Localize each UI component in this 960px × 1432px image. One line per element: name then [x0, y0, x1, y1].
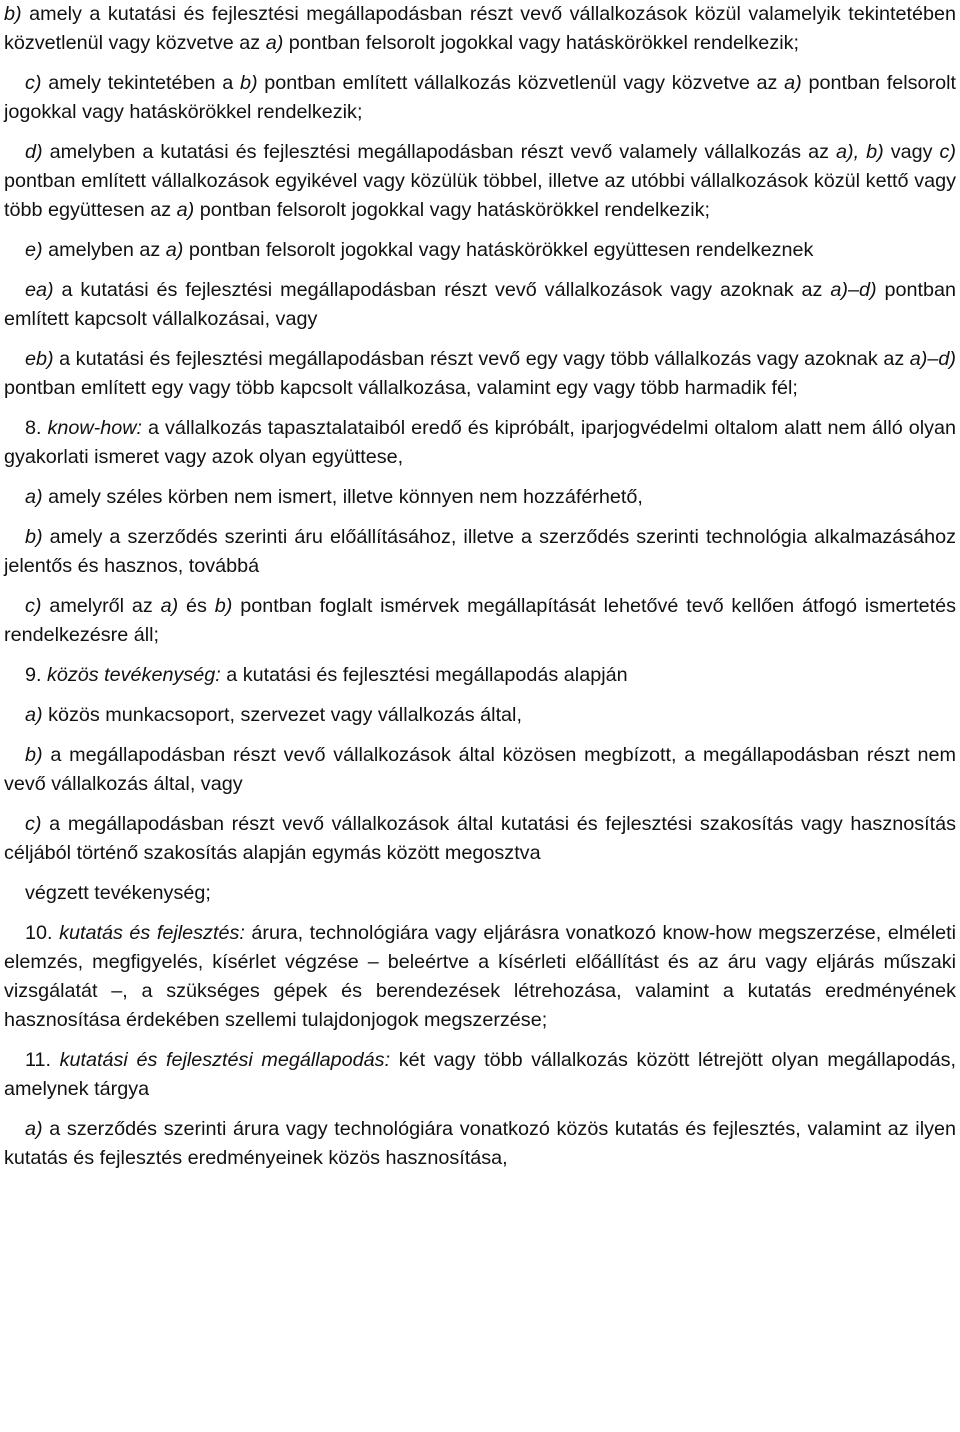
italic-text: c): [25, 72, 42, 94]
text-run: pontban említett vállalkozás közvetlenül vagy közvetve az: [257, 72, 785, 94]
text-run: a megállapodásban részt vevő vállalkozások által közösen megbízott, a megállapodásban részt nem vevő vállalkozás által, vagy: [4, 744, 956, 795]
paragraph: [4, 345, 956, 403]
italic-text: b): [4, 3, 22, 25]
text-run: pontban felsorolt jogokkal vagy hatáskörökkel rendelkezik;: [283, 32, 799, 54]
italic-text: c): [25, 595, 42, 617]
text-run: közös munkacsoport, szervezet vagy vállalkozás által,: [42, 704, 522, 726]
text-run: a kutatási és fejlesztési megállapodás alapján: [220, 664, 628, 686]
text-run: vagy: [883, 141, 940, 163]
paragraph: [4, 0, 956, 58]
text-run: pontban foglalt ismérvek megállapítását lehetővé tevő kellően átfogó ismertetés rendelkezésre áll;: [4, 595, 957, 646]
text-run: amely a kutatási és fejlesztési megállapodásban részt vevő vállalkozások közül valamelyik tekintetében közvetlenül vagy közvetve az: [4, 3, 956, 54]
paragraph: [4, 919, 956, 1035]
italic-text: ea): [25, 279, 54, 301]
text-run: amely a szerződés szerinti áru előállításához, illetve a szerződés szerinti technológia alkalmazásához jelentős és hasznos, továbbá: [4, 526, 956, 577]
text-run: a kutatási és fejlesztési megállapodásban részt vevő vállalkozások vagy azoknak az: [53, 279, 831, 301]
paragraph: [4, 69, 956, 127]
italic-text: a): [25, 1118, 43, 1140]
italic-text: kutatási és fejlesztési megállapodás:: [59, 1049, 391, 1071]
italic-text: know-how:: [47, 417, 143, 439]
paragraph: [4, 236, 956, 265]
text-run: amely tekintetében a: [41, 72, 240, 94]
paragraph: [4, 1046, 956, 1104]
italic-text: a): [25, 704, 43, 726]
italic-text: a): [176, 199, 195, 221]
text-run: pontban említett vállalkozások egyikével vagy közülük többel, illetve az utóbbi vállalkozások közül kettő vagy több együttesen az: [4, 170, 956, 221]
paragraph: [4, 523, 956, 581]
paragraph: [4, 483, 956, 512]
italic-text: a): [265, 32, 284, 54]
paragraph: [4, 661, 956, 690]
text-run: 11.: [25, 1049, 60, 1071]
italic-text: b): [25, 526, 43, 548]
text-run: pontban felsorolt jogokkal vagy hatáskörökkel rendelkezik;: [4, 72, 956, 123]
text-run: 8.: [25, 417, 48, 439]
text-run: 9.: [25, 664, 47, 686]
text-run: –: [847, 279, 859, 301]
italic-text: a): [909, 348, 928, 370]
text-run: amelyben a kutatási és fejlesztési megállapodásban részt vevő valamely vállalkozás az: [42, 141, 836, 163]
paragraph: [4, 1115, 956, 1173]
italic-text: eb): [25, 348, 54, 370]
text-run: a megállapodásban részt vevő vállalkozások által kutatási és fejlesztési szakosítás vagy hasznosítás céljából történő szakosítás alapján egymás között megosztva: [4, 813, 956, 864]
text-run: a szerződés szerinti árura vagy technológiára vonatkozó közös kutatás és fejlesztés, valamint az ilyen kutatás és fejlesztés eredményeinek közös hasznosítása,: [4, 1118, 956, 1169]
text-run: pontban említett kapcsolt vállalkozásai, vagy: [4, 279, 956, 330]
paragraph: [4, 138, 956, 225]
italic-text: d): [938, 348, 956, 370]
italic-text: a), b): [836, 141, 884, 163]
text-run: a kutatási és fejlesztési megállapodásban részt vevő egy vagy több vállalkozás vagy azoknak az: [53, 348, 910, 370]
italic-text: c): [939, 141, 957, 163]
italic-text: a): [165, 239, 184, 261]
italic-text: kutatás és fejlesztés:: [59, 922, 245, 944]
italic-text: c): [25, 813, 42, 835]
italic-text: a): [160, 595, 179, 617]
paragraph: [4, 701, 956, 730]
italic-text: b): [214, 595, 233, 617]
text-run: amelyben az: [42, 239, 166, 261]
text-run: –: [927, 348, 939, 370]
italic-text: d): [25, 141, 43, 163]
text-run: 10.: [25, 922, 60, 944]
italic-text: közös tevékenység:: [47, 664, 221, 686]
paragraph: [4, 414, 956, 472]
text-run: két vagy több vállalkozás között létrejött olyan megállapodás, amelynek tárgya: [4, 1049, 956, 1100]
text-run: árura, technológiára vagy eljárásra vonatkozó know-how megszerzése, elméleti elemzés, megfigyelés, kísérlet végzése – beleértve a kísérleti előállítást és az áru vagy eljárás műszaki vizsgálatát –, a szükséges gépek és berendezések létrehozása, valamint a kutatás eredményének hasznosítása érdekében szellemi tulajdonjogok megszerzése;: [4, 922, 956, 1031]
text-run: és: [178, 595, 215, 617]
paragraph: [4, 276, 956, 334]
text-run: pontban említett egy vagy több kapcsolt vállalkozása, valamint egy vagy több harmadik fél;: [4, 377, 798, 399]
italic-text: a): [784, 72, 802, 94]
italic-text: d): [858, 279, 877, 301]
italic-text: b): [25, 744, 43, 766]
paragraph: [4, 592, 956, 650]
paragraph: [4, 741, 956, 799]
text-run: amelyről az: [41, 595, 161, 617]
text-run: a vállalkozás tapasztalataiból eredő és kipróbált, iparjogvédelmi oltalom alatt nem álló olyan gyakorlati ismeret vagy azok olyan együttese,: [4, 417, 956, 468]
italic-text: a): [830, 279, 848, 301]
document-body: [4, 0, 956, 1173]
paragraph: [4, 879, 956, 908]
paragraph: [4, 810, 956, 868]
text-run: amely széles körben nem ismert, illetve könnyen nem hozzáférhető,: [42, 486, 643, 508]
text-run: végzett tevékenység;: [25, 882, 211, 904]
italic-text: b): [239, 72, 258, 94]
italic-text: a): [25, 486, 43, 508]
text-run: pontban felsorolt jogokkal vagy hatáskörökkel együttesen rendelkeznek: [183, 239, 814, 261]
italic-text: e): [25, 239, 43, 261]
text-run: pontban felsorolt jogokkal vagy hatáskörökkel rendelkezik;: [194, 199, 710, 221]
